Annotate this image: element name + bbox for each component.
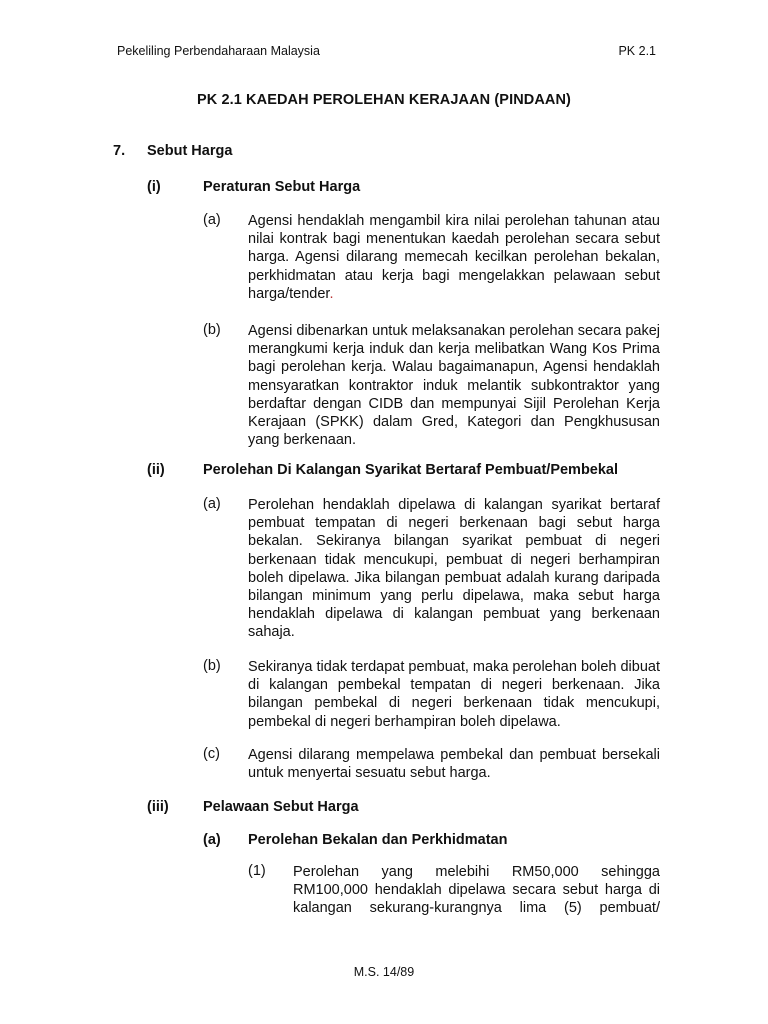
sub-ii-a-paragraph: Perolehan hendaklah dipelawa di kalangan syarikat bertaraf pembuat tempatan di negeri berkenaan bagi sebut harga bekalan. Sekiranya bilangan syarikat pembuat di negeri berkenaan tidak mencukupi, pembuat di negeri berhampiran boleh dipelawa. Jika bilangan pembuat adalah kurang daripada bilangan minimum yang perlu dipelawa, maka sebut harga hendaklah dipelawa di kalangan pembuat yang berkenaan sahaja. bbox=[248, 497, 660, 641]
item-1-paragraph bbox=[293, 863, 660, 918]
sub-i-b-paragraph: Agensi dibenarkan untuk melaksanakan perolehan secara pakej merangkumi kerja induk dan kerja melibatkan Wang Kos Prima bagi perolehan kerja. Walau bagaimanapun, Agensi hendaklah mensyaratkan kontraktor induk melantik subkontraktor yang berdaftar dengan CIDB dan mempunyai Sijil Perolehan Kerja Kerajaan (SPKK) dalam Gred, Kategori dan Pengkhususan yang berkenaan. bbox=[248, 323, 660, 449]
sub-i-a-text: Agensi hendaklah mengambil kira nilai perolehan tahunan atau nilai kontrak bagi menentukan kaedah perolehan secara sebut harga. Agensi dilarang memecah kecilkan perolehan bekalan, perkhidmatan atau kerja bagi mengelakkan pelawaan sebut harga/tender bbox=[248, 213, 660, 302]
sub-i-a-label: (a) bbox=[203, 212, 221, 228]
page-title: PK 2.1 KAEDAH PEROLEHAN KERAJAAN (PINDAAN) bbox=[197, 92, 571, 108]
sub-i-a-trail: . bbox=[329, 285, 334, 302]
item-1-line-3: kalangan sekurang-kurangnya lima (5) pembuat/ bbox=[293, 900, 660, 917]
page-number: M.S. 14/89 bbox=[353, 965, 415, 979]
sub-ii-b-label: (b) bbox=[203, 658, 221, 674]
sub-i-b-label: (b) bbox=[203, 322, 221, 338]
item-1-line-1: Perolehan yang melebihi RM50,000 sehingga bbox=[293, 864, 660, 880]
sub-ii-a-label: (a) bbox=[203, 496, 221, 512]
sub-ii-b-paragraph: Sekiranya tidak terdapat pembuat, maka perolehan boleh dibuat di kalangan pembekal tempatan di negeri berkenaan. Jika bilangan pembekal di negeri berkenaan tidak mencukupi, pembekal di negeri berhampiran boleh dipelawa. bbox=[248, 659, 660, 730]
sub-iii-a-label: (a) bbox=[203, 832, 221, 848]
header-left: Pekeliling Perbendaharaan Malaysia bbox=[117, 44, 320, 58]
sub-iii-heading: Pelawaan Sebut Harga bbox=[203, 799, 359, 815]
section-7-heading: Sebut Harga bbox=[147, 143, 233, 159]
sub-ii-heading: Perolehan Di Kalangan Syarikat Bertaraf Pembuat/Pembekal bbox=[203, 462, 619, 478]
header-right: PK 2.1 bbox=[618, 44, 656, 58]
sub-i-a-paragraph bbox=[248, 212, 660, 303]
sub-ii-c-paragraph: Agensi dilarang mempelawa pembekal dan pembuat bersekali untuk menyertai sesuatu sebut harga. bbox=[248, 747, 660, 782]
sub-ii-c-label: (c) bbox=[203, 746, 220, 762]
sub-iii-number: (iii) bbox=[147, 799, 169, 815]
sub-i-heading: Peraturan Sebut Harga bbox=[203, 179, 361, 195]
sub-ii-number: (ii) bbox=[147, 462, 165, 478]
section-7-number: 7. bbox=[113, 143, 126, 159]
item-1-label: (1) bbox=[248, 863, 266, 879]
item-1-line-2: RM100,000 hendaklah dipelawa secara sebut harga di bbox=[293, 882, 660, 899]
sub-iii-a-heading: Perolehan Bekalan dan Perkhidmatan bbox=[248, 832, 508, 848]
sub-i-number: (i) bbox=[147, 179, 161, 195]
